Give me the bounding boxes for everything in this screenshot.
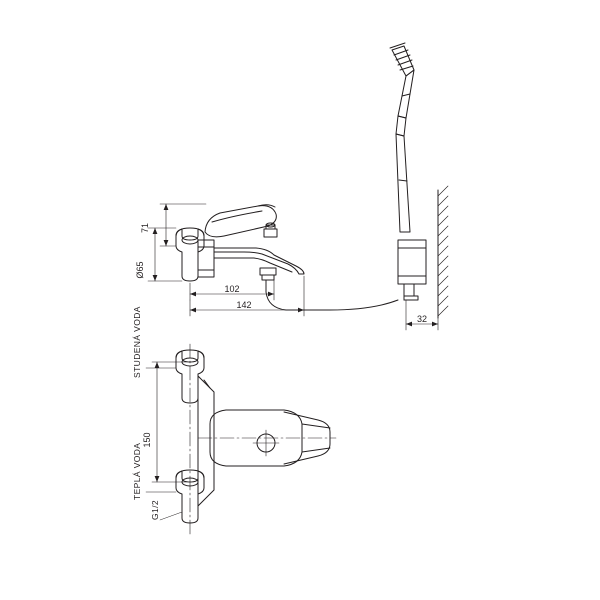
dimension-text-142: 142: [236, 300, 252, 310]
view-hand-shower-bracket: [390, 43, 448, 330]
label-cold-water: STUDENÁ VODA: [132, 306, 142, 378]
dimension-150: [152, 362, 186, 482]
annotation-labels: [132, 306, 160, 520]
view-front-elevation-bottom: [146, 344, 336, 536]
dimension-text-32: 32: [416, 314, 428, 324]
label-hot-water: TEPLÁ VODA: [132, 442, 142, 500]
dimension-text-150: 150: [142, 432, 152, 448]
dimension-142: [190, 276, 304, 316]
dimension-text-102: 102: [224, 284, 240, 294]
view-side-elevation-top: [148, 204, 398, 316]
dimension-labels: [135, 223, 427, 448]
label-thread-size: G1/2: [150, 499, 160, 520]
dimension-diameter-65: [148, 228, 182, 281]
dimension-text-diameter-65: Ø65: [135, 261, 145, 279]
dimension-text-71: 71: [140, 222, 150, 234]
